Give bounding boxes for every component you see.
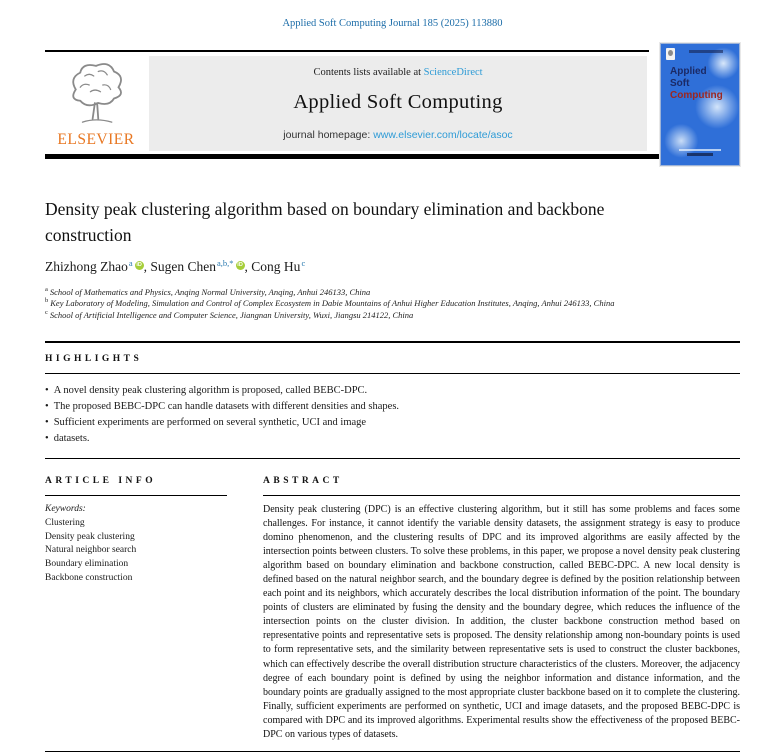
cover-word-computing: Computing [670,89,723,101]
journal-masthead [45,50,740,159]
highlights-header-rule [45,373,740,374]
author-2-name: Sugen Chen [150,259,217,274]
keyword-item: Backbone construction [45,572,133,583]
info-abstract-section [45,476,740,742]
article-info-header: ARTICLE INFO [45,476,157,487]
keywords-label: Keywords: [45,504,86,515]
journal-title: Applied Soft Computing [293,91,503,113]
contents-list-text: Contents lists available at [313,67,424,78]
highlights-header: HIGHLIGHTS [45,353,143,364]
journal-reference-line [45,0,740,29]
masthead-top-rule [45,50,649,52]
elsevier-tree-icon [45,58,147,130]
highlights-list [45,383,740,448]
article-title: Density peak clustering algorithm based on boundary elimination and backbone construction [45,199,605,246]
sciencedirect-link[interactable]: ScienceDirect [423,67,483,78]
highlights-top-rule [45,341,740,342]
orcid-icon[interactable] [236,261,245,270]
journal-homepage-link[interactable]: www.elsevier.com/locate/asoc [373,129,513,141]
affiliation-c [45,309,740,320]
journal-homepage-line [157,129,639,141]
journal-banner [149,56,647,151]
cover-word-soft: Soft [670,77,690,89]
author-2 [150,259,251,274]
highlight-item: • Sufficient experiments are performed on several synthetic, UCI and image [45,415,740,431]
author-3-name: Cong Hu [251,259,301,274]
article-info-column [45,476,227,742]
affiliation-c-text: School of Artificial Intelligence and Computer Science, Jiangnan University, Wuxi, Jiangsu 214122, China [49,309,414,320]
journal-cover-thumbnail [660,43,740,166]
article-info-header-rule [45,495,227,496]
keyword-item: Density peak clustering [45,531,135,542]
author-2-affil-sup: a,b,* [217,257,234,268]
cover-word-applied: Applied [670,66,707,77]
author-separator: , [143,259,151,274]
affiliation-a-sup: a [45,286,48,293]
author-line [45,258,740,276]
highlights-bottom-rule [45,458,740,459]
affiliation-c-sup: c [45,308,48,316]
highlight-item: • The proposed BEBC-DPC can handle datasets with different densities and shapes. [45,399,740,415]
author-3 [251,259,305,274]
journal-reference-link[interactable]: Applied Soft Computing Journal 185 (2025) 113880 [282,18,503,29]
author-separator: , [244,259,252,274]
abstract-header: ABSTRACT [263,476,343,487]
affiliation-b [45,297,740,308]
author-1-name: Zhizhong Zhao [45,259,128,274]
cover-footer-decoration-2 [687,153,713,156]
homepage-prefix-text: journal homepage: [283,129,374,141]
cover-footer-decoration-1 [679,149,721,151]
masthead-row [45,56,740,151]
keyword-item: Clustering [45,517,85,528]
author-3-affil-sup: c [301,257,306,268]
highlight-item: • datasets. [45,431,740,447]
highlight-item: • A novel density peak clustering algorithm is proposed, called BEBC-DPC. [45,383,740,399]
author-1-affil-sup: a [128,257,133,268]
abstract-header-rule [263,495,740,496]
elsevier-wordmark: ELSEVIER [57,131,135,148]
orcid-icon[interactable] [135,261,144,270]
cover-mini-tree-icon [666,48,675,60]
masthead-bottom-bar [45,154,740,159]
keyword-item: Natural neighbor search [45,545,137,556]
keyword-item: Boundary elimination [45,559,129,570]
affiliation-b-sup: b [45,297,49,305]
affiliation-a-text: School of Mathematics and Physics, Anqing Normal University, Anqing, Anhui 246133, China [49,286,371,297]
author-1 [45,259,150,274]
affiliations-block [45,286,740,320]
affiliation-b-text: Key Laboratory of Modeling, Simulation and Control of Complex Ecosystem in Dabie Mountains of Anhui Higher Education Institutes, Anqing, Anhui 246133, China [50,298,615,309]
keywords-block [45,503,227,586]
contents-list-line [157,67,639,78]
elsevier-logo [45,56,147,151]
cover-volume-text-decoration [689,50,723,53]
affiliation-a [45,286,740,297]
abstract-text: Density peak clustering (DPC) is an effective clustering algorithm, but it still has some problems and faces some challenges. For instance, it cannot identify the variable density datasets, the assignment strategy is easy to produce domino phenomenon, and the clustering results of DPC and its improved algorithms are easily affected by the intersection points between clusters. To solve these problems, in this paper, we propose a novel density peak clustering algorithm based on boundary elimination and backbone construction, called BEBC-DPC. A new local density is defined based on the natural neighbor search, and the boundary degree is defined by the position relationship between each point and its neighbors, which accurately describes the local distribution information of the point. The boundary points of clusters are eliminated by fusing the density and the boundary degree, which reduces the influence of the intersection points on the cluster division. In addition, the cluster backbone construction method based on representative points and representative sets is proposed. The density relationship among non-boundary points is used to form representative sets, and the similarity between representative sets is used to construct the cluster backbones, which can effectively describe the overall distribution structure characteristics of the clusters. Moreover, the adjacency degree of each boundary point is defined by using the neighbor information and distance information, and the boundary points are gradually assigned to the most appropriate cluster backbone based on it to complete the clustering. Finally, sufficient experiments are performed on synthetic, UCI and image datasets, and the proposed BEBC-DPC is compared with DPC and its improved algorithms. Experimental results show the effectiveness of the proposed BEBC-DPC on various types of datasets. [263,504,740,740]
abstract-column [263,476,740,742]
